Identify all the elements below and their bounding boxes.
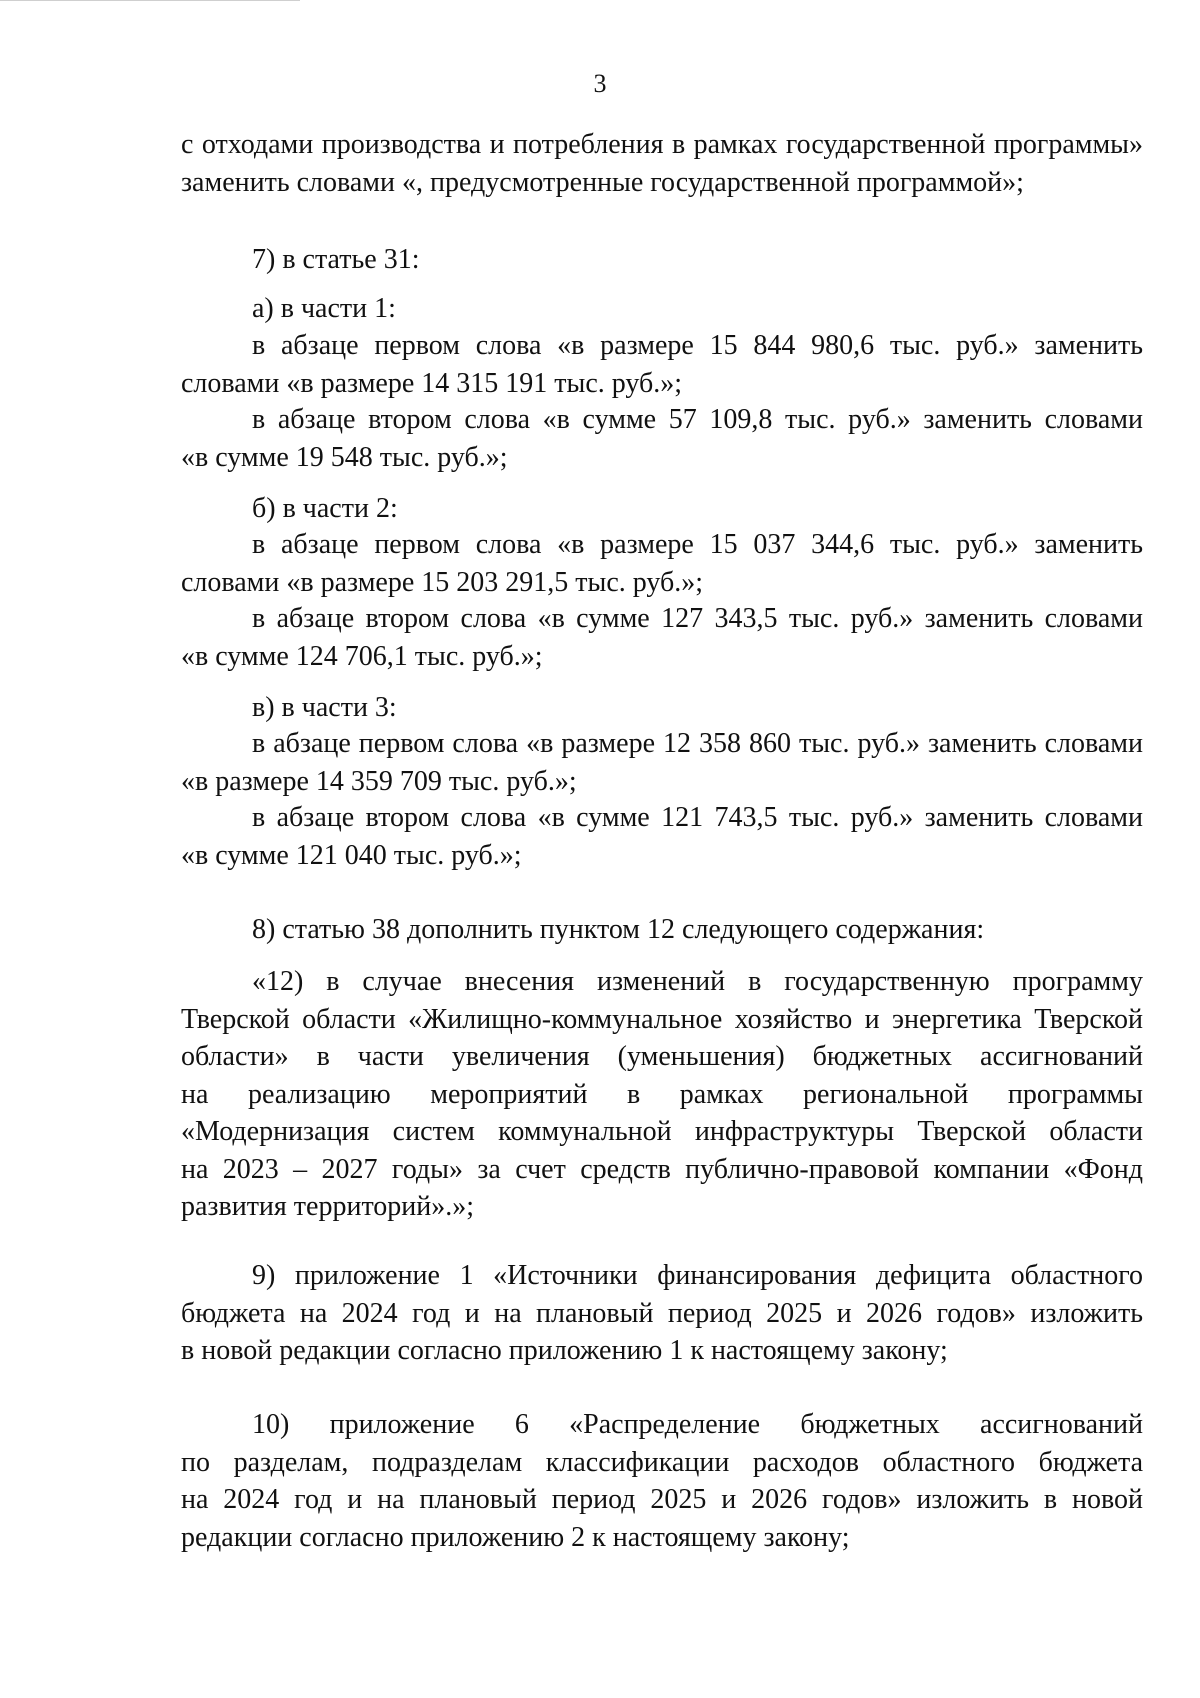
text-line: «в сумме 124 706,1 тыс. руб.»; bbox=[181, 640, 543, 672]
page-number: 3 bbox=[593, 69, 607, 98]
text-line: по разделам, подразделам классификации расходов областного бюджета bbox=[181, 1446, 1143, 1478]
text-line: на 2023 – 2027 годы» за счет средств публично-правовой компании «Фонд bbox=[181, 1153, 1143, 1185]
text-line: в абзаце первом слова «в размере 12 358 860 тыс. руб.» заменить словами bbox=[252, 728, 1143, 759]
text-line: в) в части 3: bbox=[252, 692, 397, 723]
text-line: в абзаце втором слова «в сумме 121 743,5 тыс. руб.» заменить словами bbox=[252, 802, 1143, 833]
paragraph-b-second bbox=[181, 600, 1143, 675]
paragraph-point-12 bbox=[181, 963, 1143, 1226]
paragraph-v-first bbox=[181, 725, 1143, 800]
text-line: «в размере 14 359 709 тыс. руб.»; bbox=[181, 765, 577, 797]
text-line: б) в части 2: bbox=[252, 493, 398, 524]
text-line: «в сумме 19 548 тыс. руб.»; bbox=[181, 441, 508, 473]
text-line: в абзаце втором слова «в сумме 57 109,8 тыс. руб.» заменить словами bbox=[252, 404, 1143, 435]
text-line: в новой редакции согласно приложению 1 к настоящему закону; bbox=[181, 1335, 948, 1366]
text-line: редакции согласно приложению 2 к настоящему закону; bbox=[181, 1521, 850, 1553]
text-line: «12) в случае внесения изменений в государственную программу bbox=[252, 966, 1143, 997]
text-line: а) в части 1: bbox=[252, 293, 396, 324]
text-line: в абзаце втором слова «в сумме 127 343,5 тыс. руб.» заменить словами bbox=[252, 603, 1143, 634]
paragraph-v-second bbox=[181, 799, 1143, 874]
text-line: словами «в размере 14 315 191 тыс. руб.»; bbox=[181, 367, 683, 399]
item-8-heading bbox=[181, 911, 1143, 949]
text-line: на 2024 год и на плановый период 2025 и 2026 годов» изложить в новой bbox=[181, 1484, 1143, 1515]
paragraph-a-second bbox=[181, 401, 1143, 476]
text-line: в абзаце первом слова «в размере 15 037 344,6 тыс. руб.» заменить bbox=[252, 529, 1143, 560]
text-line: в абзаце первом слова «в размере 15 844 980,6 тыс. руб.» заменить bbox=[252, 330, 1143, 361]
subitem-b-heading bbox=[181, 490, 1143, 528]
text-line: Тверской области «Жилищно-коммунальное хозяйство и энергетика Тверской bbox=[181, 1003, 1143, 1035]
text-line: словами «в размере 15 203 291,5 тыс. руб.»; bbox=[181, 566, 704, 598]
text-line: бюджета на 2024 год и на плановый период 2025 и 2026 годов» изложить bbox=[181, 1297, 1143, 1329]
text-line: заменить словами «, предусмотренные государственной программой»; bbox=[181, 166, 1024, 198]
paragraph-continuation bbox=[181, 126, 1143, 201]
text-line: «в сумме 121 040 тыс. руб.»; bbox=[181, 839, 522, 871]
scan-edge-line bbox=[0, 0, 300, 1]
text-line: 10) приложение 6 «Распределение бюджетных ассигнований bbox=[252, 1409, 1143, 1440]
text-line: области» в части увеличения (уменьшения) бюджетных ассигнований bbox=[181, 1041, 1143, 1072]
item-9 bbox=[181, 1257, 1143, 1370]
paragraph-a-first bbox=[181, 327, 1143, 402]
paragraph-b-first bbox=[181, 526, 1143, 601]
text-line: 8) статью 38 дополнить пунктом 12 следующего содержания: bbox=[252, 914, 985, 945]
text-line: «Модернизация систем коммунальной инфраструктуры Тверской области bbox=[181, 1116, 1143, 1147]
item-10 bbox=[181, 1406, 1143, 1556]
text-line: на реализацию мероприятий в рамках региональной программы bbox=[181, 1078, 1143, 1110]
text-line: с отходами производства и потребления в рамках государственной программы» bbox=[181, 129, 1143, 160]
item-7-heading bbox=[181, 241, 1143, 279]
subitem-v-heading bbox=[181, 689, 1143, 727]
text-line: 9) приложение 1 «Источники финансирования дефицита областного bbox=[252, 1260, 1143, 1291]
text-line: развития территорий».»; bbox=[181, 1191, 475, 1222]
subitem-a-heading bbox=[181, 290, 1143, 328]
text-line: 7) в статье 31: bbox=[252, 244, 420, 275]
